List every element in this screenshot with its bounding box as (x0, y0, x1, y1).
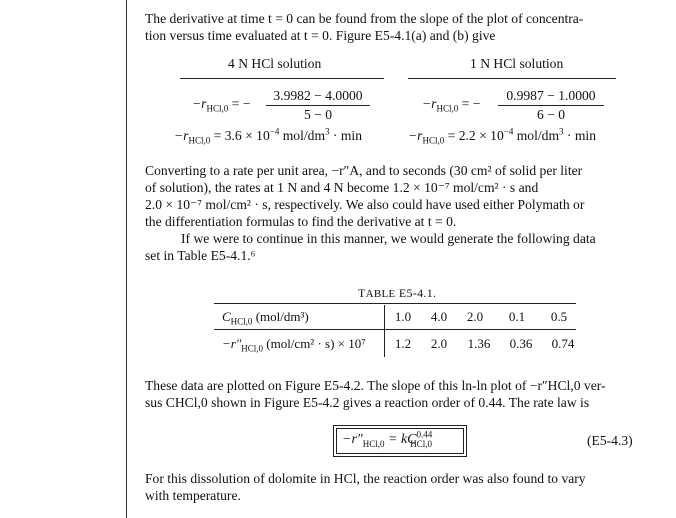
para4-line2: with temperature. (145, 488, 241, 503)
table-cell: 0.36 (509, 336, 533, 351)
table-caption-smallcaps: ABLE (365, 288, 396, 300)
para2-line4: the differentiation formulas to find the derivative at t = 0. (145, 214, 457, 229)
para2-line3: 2.0 × 10⁻⁷ mol/cm² · s, respectively. We also could have used either Polymath or (145, 197, 585, 212)
rate-law-lhs-sub: HCl,0 (362, 438, 385, 449)
table-cell: 0.1 (508, 309, 526, 324)
paragraph-dolomite (145, 470, 650, 504)
left-result-unit: mol/dm (279, 128, 326, 143)
table-cell: 0.74 (551, 336, 575, 351)
left-result-unit-exp: 3 (325, 126, 330, 137)
left-eq-sign: = − (228, 96, 251, 111)
para1-line1: The derivative at time t = 0 can be found from the slope of the plot of concentra- (145, 11, 584, 26)
para2-line5: If we were to continue in this manner, we would generate the following data (181, 231, 596, 246)
right-denominator: 6 − 0 (536, 107, 566, 122)
table-caption (358, 286, 436, 301)
table-cell: 4.0 (430, 309, 448, 324)
right-result-sub: HCl,0 (422, 135, 445, 146)
left-lhs-r: −r (192, 96, 207, 111)
para1-line2: tion versus time evaluated at t = 0. Figure E5-4.1(a) and (b) give (145, 28, 496, 43)
para4-line1: For this dissolution of dolomite in HCl, the reaction order was also found to vary (145, 471, 586, 486)
paragraph-derivative (145, 10, 650, 44)
para2-line2: of solution), the rates at 1 N and 4 N become 1.2 × 10⁻⁷ mol/cm² · s and (145, 180, 539, 195)
left-denominator: 5 − 0 (303, 107, 333, 122)
right-result-unit-exp: 3 (559, 126, 564, 137)
right-lhs-sub: HCl,0 (436, 103, 459, 114)
rate-law-eq: = kC (384, 432, 417, 447)
right-numerator: 0.9987 − 1.0000 (506, 88, 596, 103)
table-cell: 1.36 (467, 336, 491, 351)
table-caption-rest: E5-4.1. (395, 286, 437, 300)
left-fraction-bar (266, 105, 370, 106)
row1-label-unit: (mol/dm³) (252, 309, 309, 324)
table-cell: 1.2 (394, 336, 412, 351)
left-result (174, 128, 362, 144)
left-lhs-sub: HCl,0 (206, 103, 229, 114)
rate-law-lhs: −r″ (342, 432, 363, 447)
left-result-exp: −4 (269, 126, 280, 137)
left-numerator: 3.9982 − 4.0000 (273, 88, 363, 103)
right-fraction-bar (498, 105, 604, 106)
left-result-sub: HCl,0 (188, 135, 211, 146)
paragraph-plot (145, 377, 650, 411)
right-column-header: 1 N HCl solution (470, 56, 564, 71)
right-equation-lhs (422, 96, 480, 112)
equation-number: (E5-4.3) (587, 433, 633, 448)
right-result-value: = 2.2 × 10 (444, 128, 504, 143)
row2-label-sub: HCl,0 (241, 343, 264, 354)
left-fraction (266, 88, 370, 123)
row2-label-r: −r″ (222, 336, 242, 351)
paragraph-conversion (145, 162, 650, 264)
table-cell: 2.0 (466, 309, 484, 324)
right-eq-sign: = − (458, 96, 481, 111)
right-fraction (498, 88, 604, 123)
left-margin-rule (126, 0, 127, 518)
right-result-exp: −4 (503, 126, 514, 137)
right-lhs-r: −r (422, 96, 437, 111)
row2-label-unit: (mol/cm² · s) × 10⁷ (263, 336, 366, 351)
rate-law-rhs-sub: HCl,0 (410, 438, 433, 449)
para3-line2: sus CHCl,0 shown in Figure E5-4.2 gives a reaction order of 0.44. The rate law is (145, 395, 590, 410)
table-caption-prefix: T (358, 286, 366, 300)
para2-line6: set in Table E5-4.1.⁶ (145, 248, 256, 263)
table-row1-label (222, 309, 309, 325)
left-result-tail: · min (329, 128, 363, 143)
left-equation-lhs (192, 96, 250, 112)
table-cell: 1.0 (394, 309, 412, 324)
table-cell: 0.5 (550, 309, 568, 324)
right-header-rule (408, 78, 616, 79)
para2-line1: Converting to a rate per unit area, −r″A, and to seconds (30 cm² of solid per liter (145, 163, 583, 178)
left-result-value: = 3.6 × 10 (210, 128, 270, 143)
table-top-rule (214, 303, 576, 304)
para3-line1: These data are plotted on Figure E5-4.2. The slope of this ln-ln plot of −r″HCl,0 ver- (145, 378, 606, 393)
table-row2-label (222, 336, 366, 352)
right-result (408, 128, 596, 144)
row1-label-sub: HCl,0 (230, 316, 253, 327)
right-result-unit: mol/dm (513, 128, 560, 143)
rate-law-equation (342, 429, 433, 449)
left-header-rule (180, 78, 384, 79)
left-result-r: −r (174, 128, 189, 143)
table-cell: 2.0 (430, 336, 448, 351)
rate-law-exp: 0.44 (416, 429, 433, 440)
row1-label-c: C (222, 309, 231, 324)
table-mid-rule (214, 329, 576, 330)
right-result-r: −r (408, 128, 423, 143)
left-column-header: 4 N HCl solution (228, 56, 322, 71)
right-result-tail: · min (563, 128, 597, 143)
